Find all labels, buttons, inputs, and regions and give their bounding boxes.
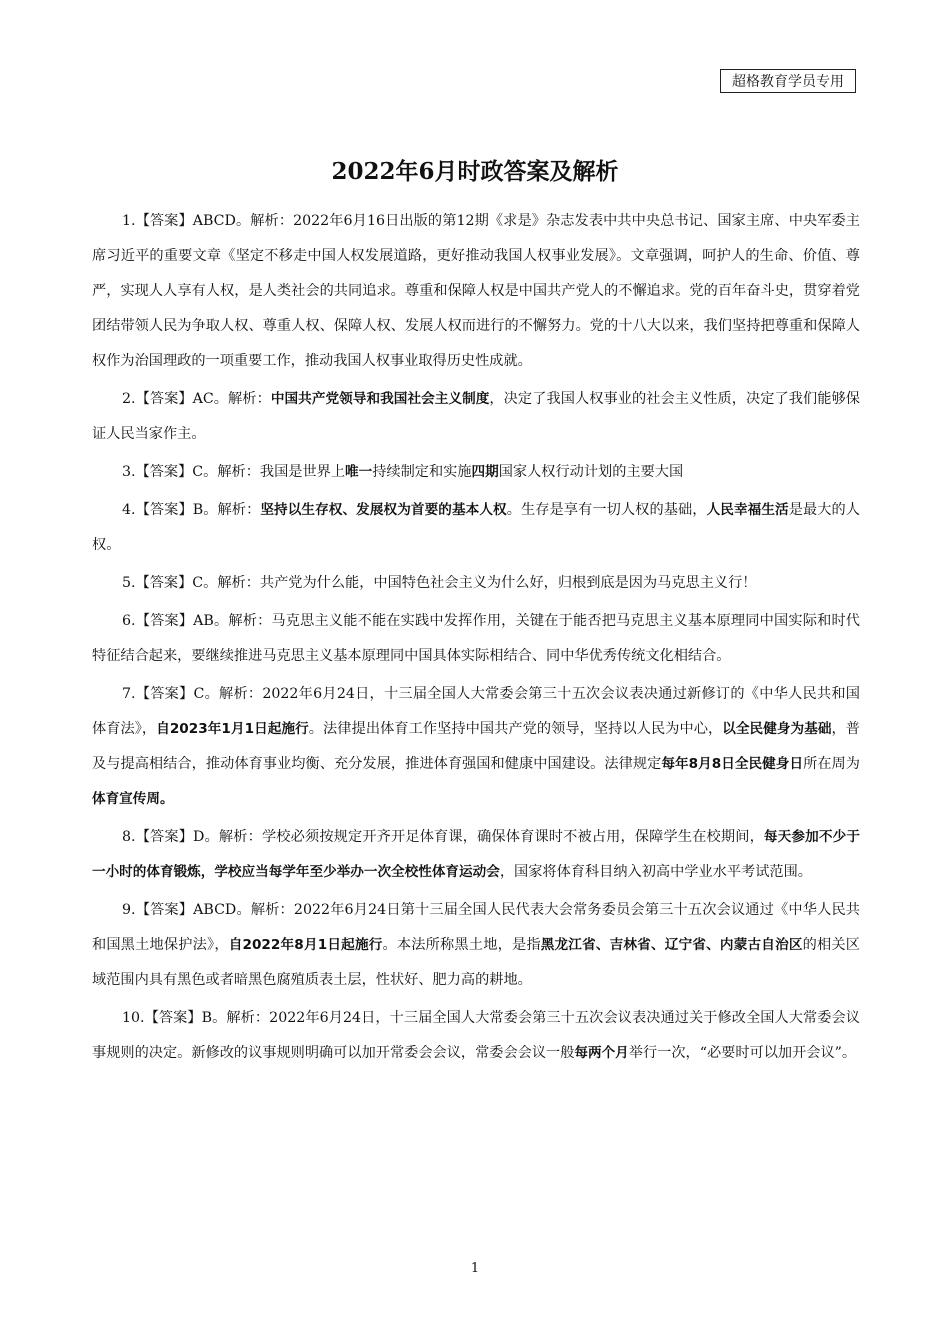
answer-item-8 [92, 820, 860, 890]
answer-text: 持续制定和实施 [372, 464, 472, 480]
key-point: 中国共产党领导和我国社会主义制度 [270, 391, 490, 407]
answer-text: 4.【答案】B。解析： [122, 502, 261, 518]
answer-text: ，国家将体育科目纳入初高中学业水平考试范围。 [499, 864, 812, 880]
key-point: 四期 [471, 464, 499, 480]
answer-text: 是最大的人权。 [92, 502, 860, 553]
answer-item-5 [92, 566, 860, 601]
answer-item-10 [92, 1001, 860, 1071]
student-only-stamp: 超格教育学员专用 [720, 69, 856, 93]
answer-text: 10.【答案】B。解析：2022年6月24日，十三届全国人大常委会第三十五次会议表决通过关于修改全国人大常委会议事规则的决定。新修改的议事规则明确可以加开常委会会议，常委会会议一般 [92, 1010, 860, 1061]
answer-text: 6.【答案】AB。解析：马克思主义能不能在实践中发挥作用，关键在于能否把马克思主义基本原理同中国实际和时代特征结合起来，要继续推进马克思主义基本原理同中国具体实际相结合、同中华优秀传统文化相结合。 [92, 613, 860, 664]
key-point: 唯一 [345, 464, 373, 480]
answer-text: 8.【答案】D。解析：学校必须按规定开齐开足体育课，确保体育课时不被占用，保障学生在校期间， [122, 829, 764, 845]
answer-item-2 [92, 382, 860, 452]
answer-text: ，普及与提高相结合，推动体育事业均衡、充分发展，推进体育强国和健康中国建设。法律规定 [92, 721, 860, 772]
answer-text: 7.【答案】C。解析：2022年6月24日，十三届全国人大常委会第三十五次会议表决通过新修订的《中华人民共和国体育法》， [92, 686, 860, 737]
answer-text: 举行一次，“必要时可以加开会议”。 [628, 1045, 857, 1061]
key-point: 每天参加不少于一小时的体育锻炼，学校应当每学年至少举办一次全校性体育运动会 [92, 829, 861, 880]
answer-text: 5.【答案】C。解析：共产党为什么能，中国特色社会主义为什么好，归根到底是因为马克思主义行！ [122, 575, 757, 591]
answer-item-1 [92, 204, 860, 379]
key-point: 自2022年8月1日起施行 [228, 937, 383, 953]
document-title: 2022年6月时政答案及解析 [331, 158, 619, 185]
answer-item-4 [92, 493, 860, 563]
answer-text: 国家人权行动计划的主要大国 [498, 464, 684, 480]
key-point: 每两个月 [574, 1045, 629, 1061]
key-point: 每年8月8日全民健身日 [661, 756, 804, 772]
answer-item-7 [92, 677, 860, 817]
key-point: 人民幸福生活 [706, 502, 789, 518]
page-number: 1 [470, 1261, 480, 1276]
answer-list [92, 204, 860, 1074]
key-point: 自2023年1月1日起施行 [156, 721, 309, 737]
answer-text: 。本法所称黑土地，是指 [382, 937, 541, 953]
key-point: 以全民健身为基础 [722, 721, 832, 737]
answer-text: 9.【答案】ABCD。解析：2022年6月24日第十三届全国人民代表大会常务委员会第三十五次会议通过《中华人民共和国黑土地保护法》， [92, 902, 860, 953]
key-point: 体育宣传周。 [92, 791, 174, 807]
answer-text: 所在周为 [803, 756, 860, 772]
answer-item-9 [92, 893, 860, 998]
answer-item-3 [92, 455, 860, 490]
answer-text: 1.【答案】ABCD。解析：2022年6月16日出版的第12期《求是》杂志发表中共中央总书记、国家主席、中央军委主席习近平的重要文章《坚定不移走中国人权发展道路，更好推动我国人权事业发展》。文章强调，呵护人的生命、价值、尊严，实现人人享有人权，是人类社会的共同追求。尊重和保障人权是中国共产党人的不懈追求。党的百年奋斗史，贯穿着党团结带领人民为争取人权、尊重人权、保障人权、发展人权而进行的不懈努力。党的十八大以来，我们坚持把尊重和保障人权作为治国理政的一项重要工作，推动我国人权事业取得历史性成就。 [92, 213, 860, 369]
answer-text: 2.【答案】AC。解析： [122, 391, 271, 407]
answer-text: 的相关区域范围内具有黑色或者暗黑色腐殖质表土层，性状好、肥力高的耕地。 [92, 937, 860, 988]
answer-item-6 [92, 604, 860, 674]
answer-text: 。生存是享有一切人权的基础， [506, 502, 707, 518]
answer-text: 。法律提出体育工作坚持中国共产党的领导，坚持以人民为中心， [308, 721, 723, 737]
answer-text: ，决定了我国人权事业的社会主义性质，决定了我们能够保证人民当家作主。 [92, 391, 860, 442]
key-point: 坚持以生存权、发展权为首要的基本人权 [260, 502, 507, 518]
answer-text: 3.【答案】C。解析：我国是世界上 [122, 464, 346, 480]
key-point: 黑龙江省、吉林省、辽宁省、内蒙古自治区 [540, 937, 803, 953]
